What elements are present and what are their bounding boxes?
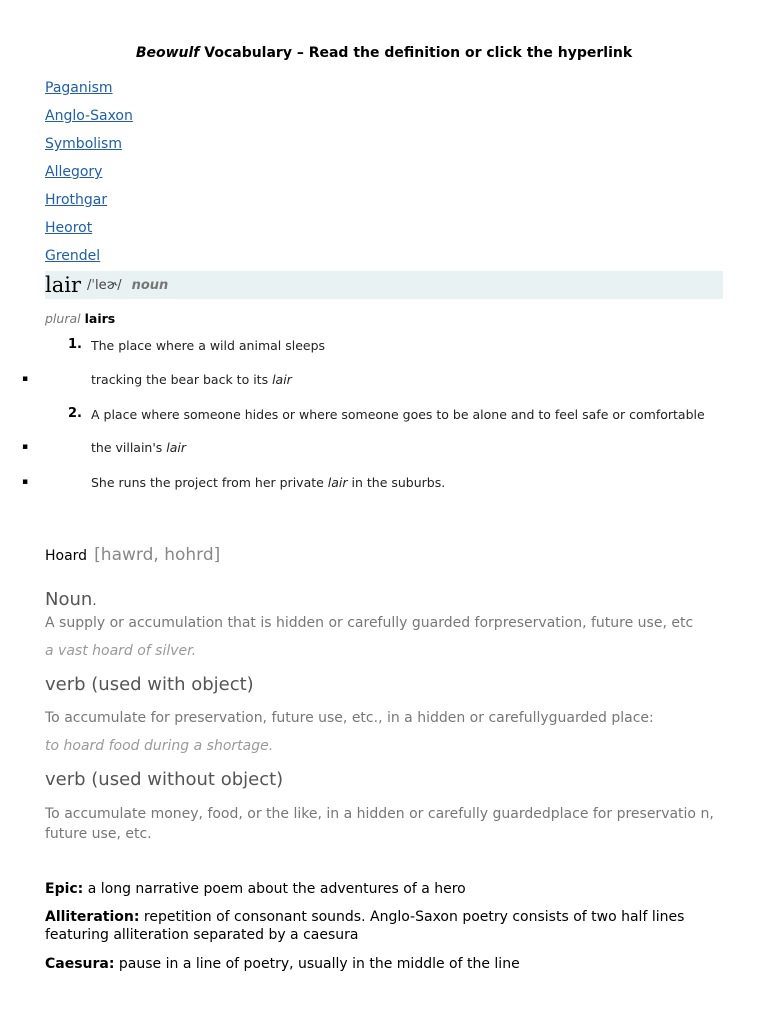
sense-2-definition: A place where someone hides or where someone goes to be alone and to feel safe or comfortable bbox=[91, 407, 705, 422]
link-allegory[interactable]: Allegory bbox=[45, 164, 103, 180]
hoard-noun-example: a vast hoard of silver. bbox=[45, 643, 197, 659]
link-heorot[interactable]: Heorot bbox=[45, 220, 93, 236]
link-anglo-saxon[interactable]: Anglo-Saxon bbox=[45, 108, 133, 124]
plural-label: plural bbox=[45, 311, 81, 326]
term-epic bbox=[45, 880, 725, 898]
example-keyword: lair bbox=[272, 372, 292, 387]
term-label: Alliteration: bbox=[45, 909, 140, 925]
title-rest: Vocabulary – Read the definition or click the hyperlink bbox=[199, 45, 633, 61]
sense-number-2: 2. bbox=[68, 406, 82, 421]
link-symbolism[interactable]: Symbolism bbox=[45, 136, 122, 152]
hoard-verb-transitive-heading: verb (used with object) bbox=[45, 674, 254, 695]
hoard-verb-transitive-definition: To accumulate for preservation, future use, etc., in a hidden or carefullyguarded place: bbox=[45, 710, 654, 726]
page-title bbox=[0, 45, 768, 61]
term-text: pause in a line of poetry, usually in the middle of the line bbox=[114, 956, 520, 972]
term-text: repetition of consonant sounds. Anglo-Saxon poetry consists of two half lines featuring alliteration separated by a caesura bbox=[45, 909, 685, 943]
bullet-1: ▪ bbox=[22, 374, 29, 384]
sense-number-1: 1. bbox=[68, 337, 82, 352]
term-caesura bbox=[45, 955, 725, 973]
example-text: She runs the project from her private bbox=[91, 475, 328, 490]
bullet-3: ▪ bbox=[22, 477, 29, 487]
hoard-verb-intransitive-heading: verb (used without object) bbox=[45, 769, 284, 790]
vocab-link-list bbox=[45, 74, 133, 270]
hoard-entry-header bbox=[45, 545, 220, 565]
link-paganism[interactable]: Paganism bbox=[45, 80, 113, 96]
link-grendel[interactable]: Grendel bbox=[45, 248, 101, 264]
hoard-verb-transitive-example: to hoard food during a shortage. bbox=[45, 738, 274, 754]
link-hrothgar[interactable]: Hrothgar bbox=[45, 192, 108, 208]
example-keyword: lair bbox=[327, 475, 348, 490]
lair-headword: lair bbox=[45, 273, 81, 297]
lair-entry-header bbox=[45, 271, 723, 299]
term-label: Epic: bbox=[45, 881, 84, 897]
sense-1-definition: The place where a wild animal sleeps bbox=[91, 338, 326, 353]
plural-word: lairs bbox=[84, 311, 116, 326]
hoard-verb-intransitive-definition: To accumulate money, food, or the like, in a hidden or carefully guardedplace for preservatio n, future use, etc. bbox=[45, 806, 714, 842]
bullet-2: ▪ bbox=[22, 442, 29, 452]
example-text-after: in the suburbs. bbox=[347, 475, 446, 490]
sense-1-example-1 bbox=[91, 372, 292, 387]
hoard-pronunciation: [hawrd, hohrd] bbox=[94, 545, 221, 565]
term-alliteration bbox=[45, 908, 725, 944]
hoard-noun-heading: Noun. bbox=[45, 589, 97, 610]
hoard-headword: Hoard bbox=[45, 548, 88, 564]
sense-2-example-1 bbox=[91, 440, 186, 455]
term-label: Caesura: bbox=[45, 956, 115, 972]
sense-2-example-2 bbox=[91, 475, 445, 490]
term-text: a long narrative poem about the adventures of a hero bbox=[83, 881, 466, 897]
example-keyword: lair bbox=[166, 440, 187, 455]
lair-part-of-speech: noun bbox=[131, 277, 169, 293]
noun-heading-text: Noun bbox=[45, 589, 93, 610]
title-book: Beowulf bbox=[135, 45, 200, 61]
lair-plural bbox=[45, 311, 115, 326]
hoard-noun-definition: A supply or accumulation that is hidden or carefully guarded forpreservation, future use, etc bbox=[45, 615, 694, 631]
lair-pronunciation: /ˈleɚ/ bbox=[87, 277, 122, 293]
example-text: tracking the bear back to its bbox=[91, 372, 273, 387]
example-text: the villain's bbox=[91, 440, 167, 455]
